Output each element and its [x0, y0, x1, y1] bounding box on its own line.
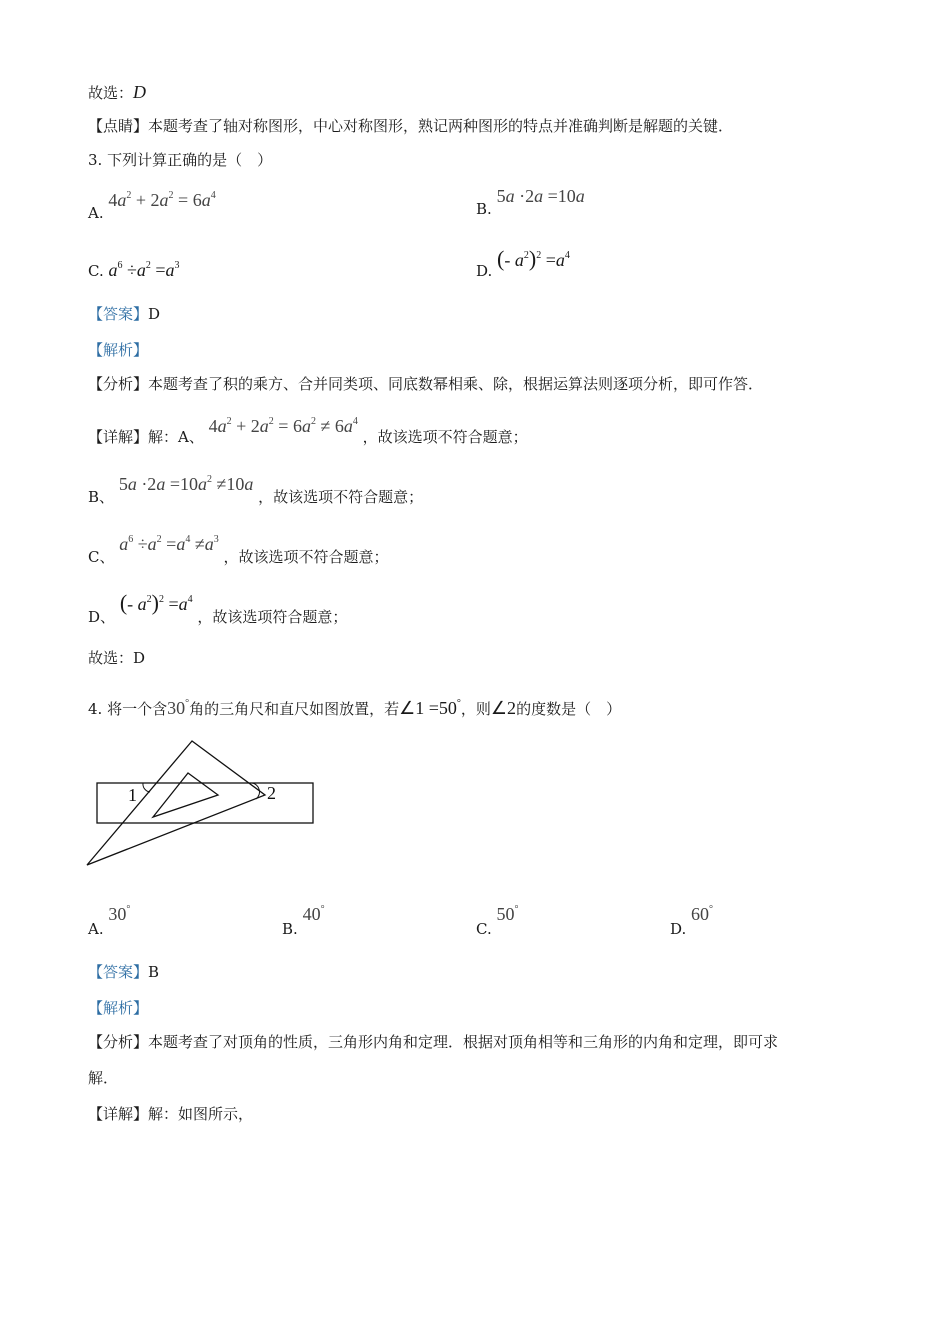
- q4-option-c: C. 50°: [476, 904, 519, 938]
- comment-tag: 【点睛】: [88, 117, 149, 135]
- detail-formula-c: $a^6 \div a^2 =a^4 \ne a^3$: [119, 534, 219, 554]
- formula-b: 5a ·2a =10a: [496, 186, 585, 206]
- detail-c: C、 $a^6 \div a^2 =a^4 \ne a^3$ ，故该选项不符合题意；: [88, 534, 389, 566]
- detail-4: 【详解】解：如图所示，: [88, 1105, 254, 1123]
- detail-formula-b: $5a \cdot 2a =10a^2 \ne 10a$: [118, 474, 254, 494]
- answer-4-line: 【答案】B: [88, 963, 160, 981]
- analysis-4: 【分析】本题考查了对顶角的性质，三角形内角和定理．根据对顶角相等和三角形的内角和定理，即可求: [88, 1033, 779, 1051]
- q3-option-a: A. $4a^2 + 2a^2 = 6a^4$: [88, 190, 216, 222]
- question-4: 4. 将一个含30°角的三角尺和直尺如图放置，若∠1 =50°，则∠2的度数是（ ）: [88, 698, 622, 718]
- final-answer-3: 故选：D: [88, 649, 146, 667]
- q3-option-c: C. $a^6 \div a^2 =a^3$: [88, 260, 180, 280]
- formula-d: (- $a^2)^2 =a^4$: [497, 246, 570, 271]
- formula-a: $4a^2 + 2a^2 = 6a^4$: [108, 190, 216, 210]
- analysis-3: 【分析】本题考查了积的乘方、合并同类项、同底数幂相乘、除，根据运算法则逐项分析，即可作答．: [88, 375, 764, 393]
- comment-text: 本题考查了轴对称图形，中心对称图形，熟记两种图形的特点并准确判断是解题的关键．: [148, 117, 734, 135]
- angle-1-arc: [143, 783, 150, 792]
- answer-3-line: 【答案】D: [88, 305, 161, 323]
- q3-option-b: B. 5a ·2a =10a: [476, 186, 585, 218]
- jiexi-tag-3: 【解析】: [88, 341, 149, 359]
- question-3: 3. 下列计算正确的是（ ）: [88, 151, 273, 169]
- q4-option-d: D. 60°: [670, 904, 714, 938]
- answer-value: D: [133, 82, 147, 102]
- angle-label-2: 2: [267, 783, 276, 803]
- prev-answer-line: [88, 82, 146, 103]
- answer-prefix: 故选：: [88, 84, 134, 102]
- triangle-outer: [87, 741, 265, 865]
- detail-b: B、 $5a \cdot 2a =10a^2 \ne 10a$ ，故该选项不符合题意；: [88, 474, 424, 506]
- triangle-ruler-figure: [80, 735, 325, 870]
- detail-formula-a: $4a^2 + 2a^2 = 6a^2 \ne 6a^4$: [208, 416, 358, 436]
- answer-4: B: [148, 963, 160, 981]
- angle-label-1: 1: [128, 785, 137, 805]
- triangle-inner: [153, 773, 218, 817]
- formula-c: $a^6 \div a^2 =a^3$: [108, 260, 180, 280]
- detail-d: D、 (- $a^2)^2 =a^4$ ，故该选项符合题意；: [88, 590, 348, 626]
- q4-option-b: B. 40°: [282, 904, 325, 938]
- analysis-4-cont: 解．: [88, 1069, 119, 1087]
- answer-3: D: [148, 305, 161, 323]
- q4-option-a: A. 30°: [88, 904, 131, 938]
- q3-option-d: D. (- $a^2)^2 =a^4$: [476, 246, 570, 280]
- detail-a: 【详解】解：A、 $4a^2 + 2a^2 = 6a^2 \ne 6a^4$ ，故该选项不符合题意；: [88, 416, 528, 446]
- jiexi-tag-4: 【解析】: [88, 999, 149, 1017]
- angle-2-arc: [252, 783, 260, 799]
- comment-line: [88, 116, 733, 136]
- detail-formula-d: (- $a^2)^2 =a^4$: [119, 590, 193, 615]
